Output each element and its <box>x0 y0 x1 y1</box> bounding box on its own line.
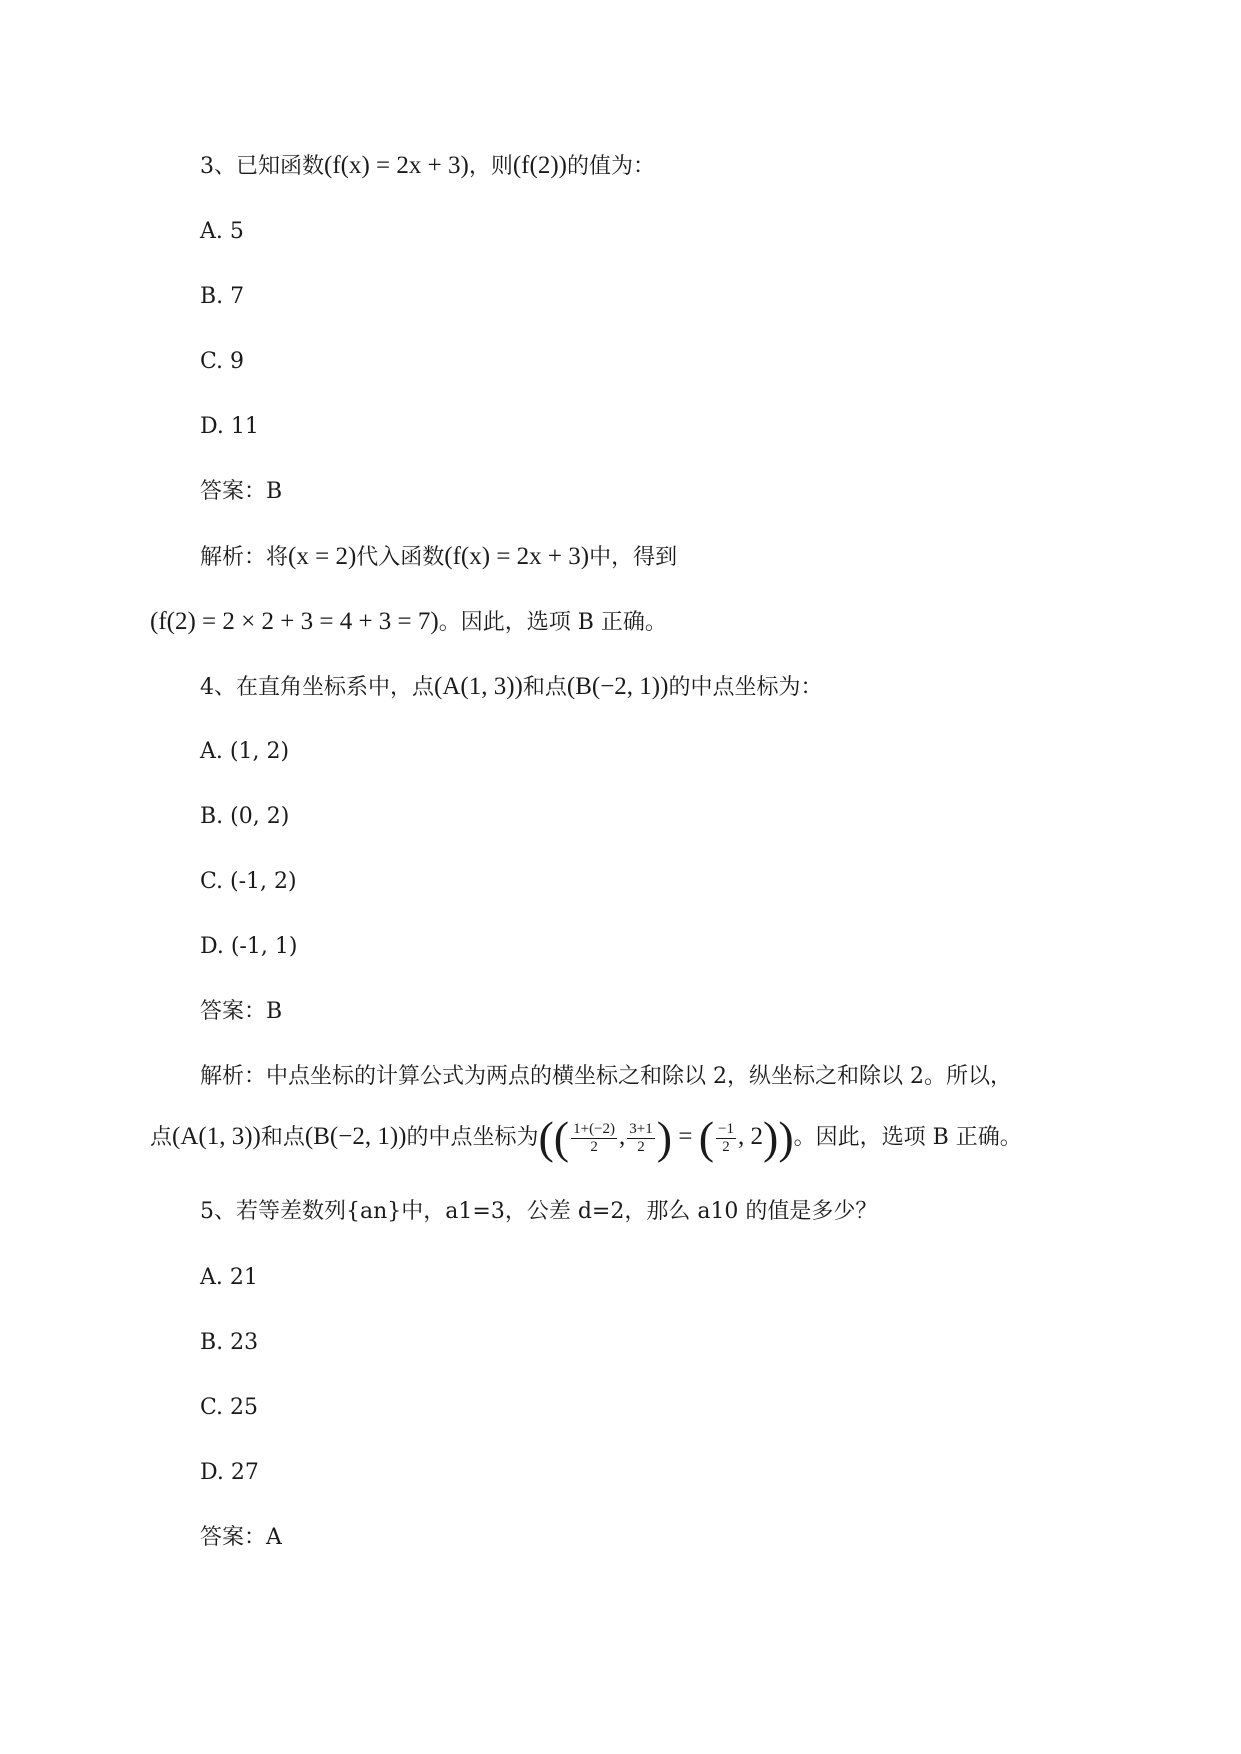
q4-expr2: (B(−2, 1)) <box>566 673 669 700</box>
q4-analysis-line2 <box>150 1112 1022 1163</box>
q3-analysis-prefix: 解析：将 <box>200 545 289 570</box>
q4-frac-result-num: −1 <box>718 1120 734 1137</box>
q4-analysis-line2-expr2: (B(−2, 1)) <box>304 1123 407 1150</box>
q4-frac-y-num: 3+1 <box>629 1120 653 1137</box>
q5-option-d: D. 27 <box>200 1460 259 1485</box>
q4-frac-result <box>716 1121 736 1156</box>
q4-analysis-line2-mid2: 的中点坐标为 <box>406 1125 539 1150</box>
q4-option-b: B. (0, 2) <box>200 804 290 829</box>
q4-frac-x-den: 2 <box>590 1138 598 1155</box>
q4-answer: 答案：B <box>200 999 283 1024</box>
q4-result-comma: , <box>738 1123 751 1150</box>
q4-analysis-line2-suffix: 。因此，选项 B 正确。 <box>793 1125 1022 1150</box>
q5-answer: 答案：A <box>200 1525 282 1550</box>
q3-analysis-suffix: 中，得到 <box>589 545 678 570</box>
q3-option-c: C. 9 <box>200 349 245 374</box>
q5-option-c: C. 25 <box>200 1395 259 1420</box>
q5-option-b: B. 23 <box>200 1330 259 1355</box>
q3-stem <box>200 150 655 183</box>
q3-suffix: 的值为： <box>566 154 655 179</box>
q3-option-d: D. 11 <box>200 414 259 439</box>
q4-option-d: D. (-1, 1) <box>200 934 298 959</box>
q4-inner-paren-close: ) <box>656 1112 673 1163</box>
q3-prefix: 3、已知函数 <box>200 154 324 179</box>
q3-analysis-expr2: (f(x) = 2x + 3) <box>444 543 590 570</box>
q4-stem <box>200 671 822 704</box>
q3-option-a: A. 5 <box>200 219 244 244</box>
q4-frac-x-num: 1+(−2) <box>573 1120 616 1137</box>
q4-frac-x <box>571 1121 617 1156</box>
q3-analysis-line2-suffix: 。因此，选项 B 正确。 <box>438 610 667 635</box>
q4-frac-y-den: 2 <box>637 1138 645 1155</box>
q4-analysis-line2-mid: 和点 <box>260 1125 305 1150</box>
q4-mid: 和点 <box>522 675 567 700</box>
q4-analysis-line1: 解析：中点坐标的计算公式为两点的横坐标之和除以 2，纵坐标之和除以 2。所以， <box>200 1064 1012 1089</box>
q3-expr: (f(x) = 2x + 3) <box>324 152 469 179</box>
q5-stem: 5、若等差数列{an}中，a1=3，公差 d=2，那么 a10 的值是多少？ <box>200 1199 878 1224</box>
q3-analysis-line2-expr: (f(2) = 2 × 2 + 3 = 4 + 3 = 7) <box>150 608 439 635</box>
q3-answer: 答案：B <box>200 479 283 504</box>
q5-option-a: A. 21 <box>200 1265 258 1290</box>
q4-option-c: C. (-1, 2) <box>200 869 297 894</box>
q3-analysis-mid: 代入函数 <box>356 545 445 570</box>
q4-frac-result-den: 2 <box>722 1138 730 1155</box>
q4-comma: , <box>619 1123 626 1150</box>
q4-equals: = <box>672 1123 699 1150</box>
q4-result-second-coord: 2 <box>750 1123 763 1150</box>
q4-option-a: A. (1, 2) <box>200 739 290 764</box>
q4-expr1: (A(1, 3)) <box>434 673 523 700</box>
q4-outer-paren-open: (( <box>538 1112 570 1163</box>
q3-analysis-line2 <box>150 606 667 639</box>
q4-suffix: 的中点坐标为： <box>668 675 823 700</box>
q3-analysis-line1 <box>200 541 677 574</box>
q4-frac-y <box>627 1121 654 1156</box>
q3-mid: ，则 <box>468 154 513 179</box>
q4-outer-paren-close: )) <box>763 1112 794 1163</box>
q4-prefix: 4、在直角坐标系中，点 <box>200 675 434 700</box>
q4-result-paren-open: ( <box>698 1112 715 1163</box>
q4-analysis-line2-expr1: (A(1, 3)) <box>172 1123 261 1150</box>
q3-expr2: (f(2)) <box>512 152 567 179</box>
q4-analysis-line2-prefix: 点 <box>150 1125 173 1150</box>
q3-analysis-expr1: (x = 2) <box>288 543 357 570</box>
q3-option-b: B. 7 <box>200 284 245 309</box>
